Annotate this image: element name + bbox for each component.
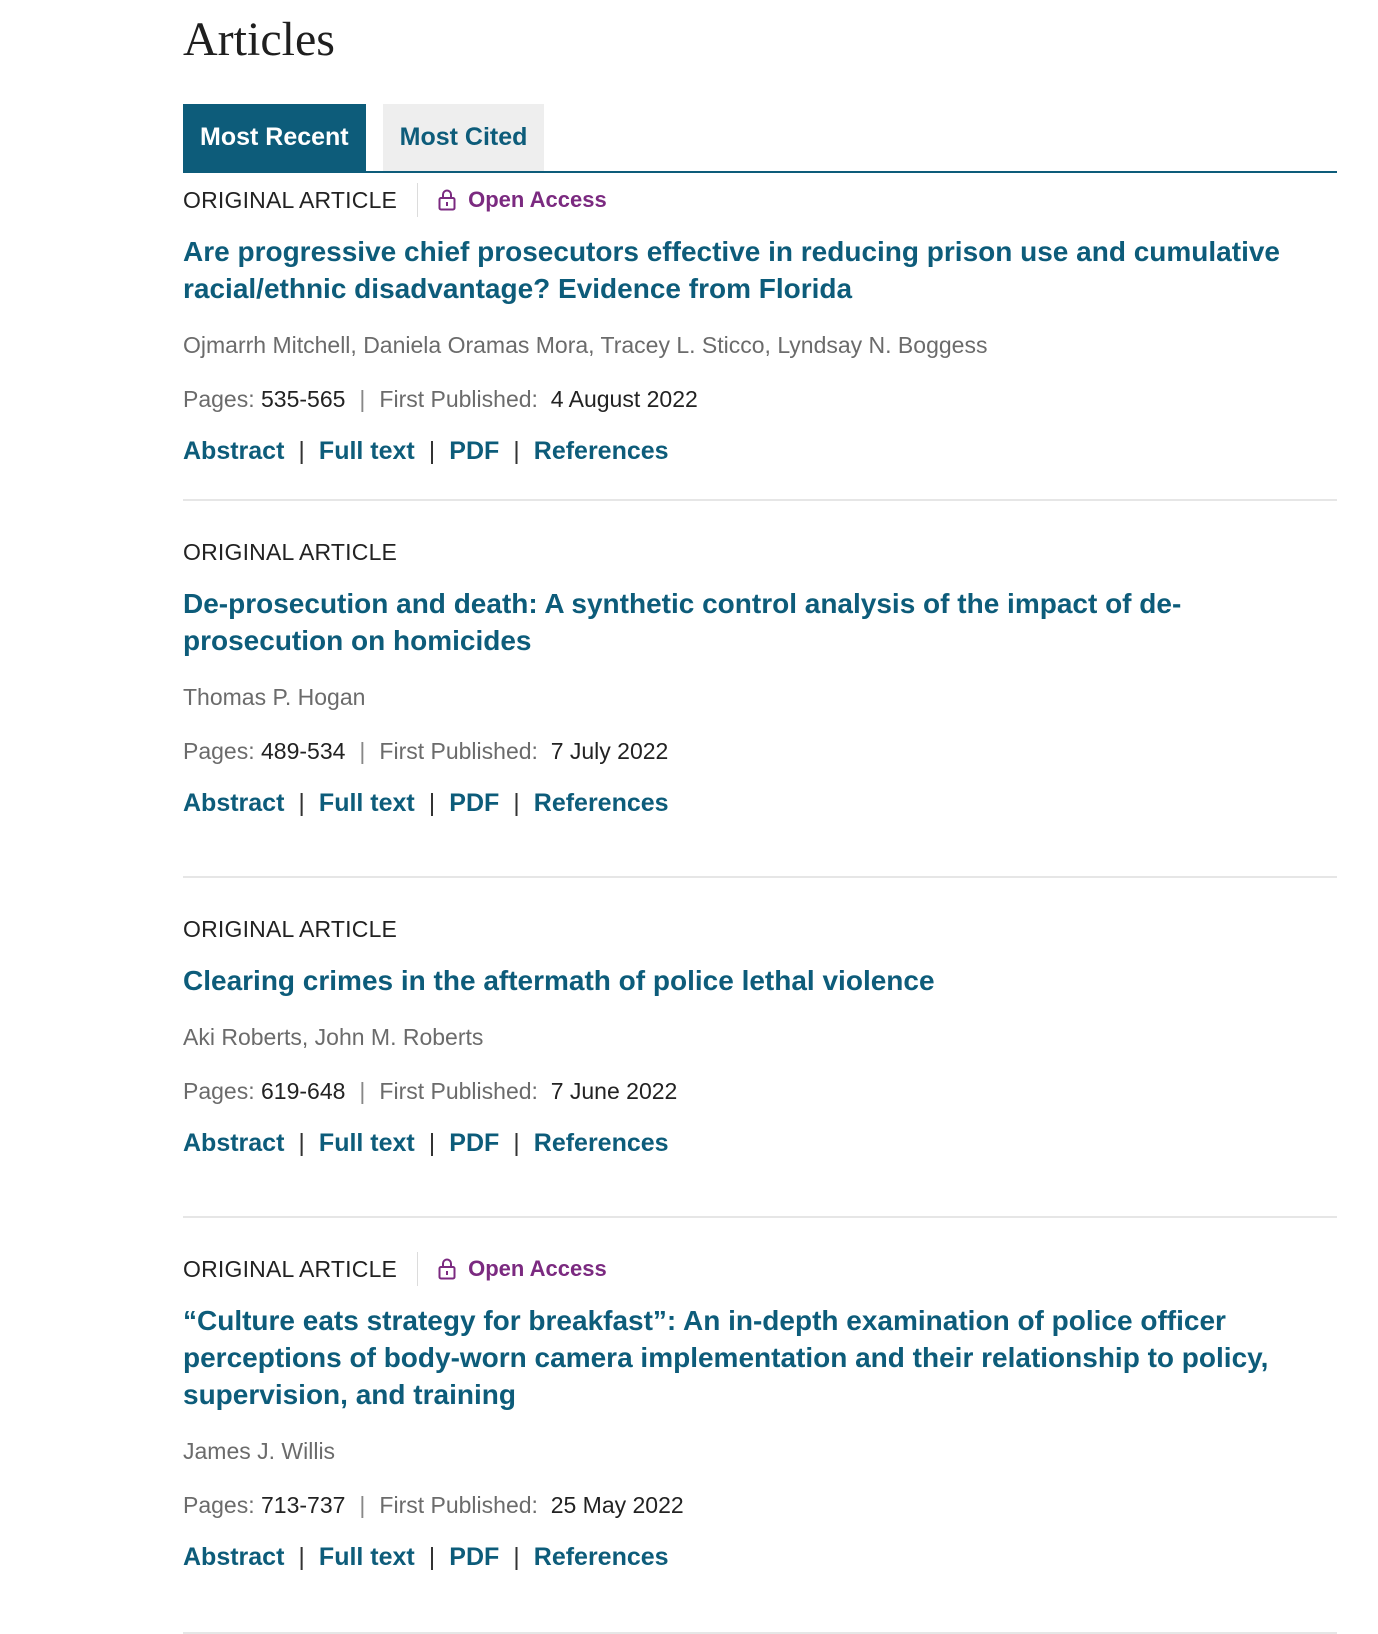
article-item (183, 904, 1337, 1218)
pages-label: Pages: (183, 738, 255, 764)
article-type: ORIGINAL ARTICLE (183, 186, 398, 213)
article-meta (183, 904, 1337, 954)
pages-label: Pages: (183, 386, 255, 412)
article-type: ORIGINAL ARTICLE (183, 1255, 398, 1282)
abstract-link[interactable]: Abstract (183, 437, 285, 465)
abstract-link[interactable]: Abstract (183, 1129, 285, 1157)
first-published-label: First Published: (379, 1492, 538, 1518)
references-link[interactable]: References (533, 437, 669, 465)
article-title[interactable]: “Culture eats strategy for breakfast”: An in-depth examination of police officer perceptions of body-worn camera implementation and their relationship to policy, supervision, and training (183, 1305, 1269, 1410)
article-authors: Ojmarrh Mitchell, Daniela Oramas Mora, Tracey L. Sticco, Lyndsay N. Boggess (183, 332, 988, 358)
divider (417, 183, 418, 217)
pages-label: Pages: (183, 1078, 255, 1104)
article-item (183, 527, 1337, 878)
tab-bar (183, 104, 1337, 173)
abstract-link[interactable]: Abstract (183, 1543, 285, 1571)
article-pubinfo: Pages: 535-565 | First Published: 4 August 2022 (183, 386, 698, 412)
article-meta (183, 1244, 1337, 1294)
published-date: 4 August 2022 (550, 386, 698, 412)
article-links: Abstract | Full text | PDF | References (183, 789, 669, 817)
first-published-label: First Published: (379, 738, 538, 764)
article-links: Abstract | Full text | PDF | References (183, 437, 669, 465)
open-access-badge (438, 1256, 607, 1282)
pdf-link[interactable]: PDF (449, 437, 500, 465)
article-pubinfo: Pages: 619-648 | First Published: 7 June 2022 (183, 1078, 678, 1104)
open-access-label: Open Access (468, 1256, 607, 1281)
tab-most-cited[interactable]: Most Cited (383, 104, 545, 171)
article-title[interactable]: De-prosecution and death: A synthetic control analysis of the impact of de-prosecution on homicides (183, 588, 1182, 656)
pages-value: 535-565 (261, 386, 346, 412)
article-item (183, 1244, 1337, 1634)
open-access-badge (438, 187, 607, 213)
article-type: ORIGINAL ARTICLE (183, 538, 398, 565)
full-text-link[interactable]: Full text (318, 1543, 415, 1571)
page-title: Articles (183, 13, 335, 66)
article-authors: Aki Roberts, John M. Roberts (183, 1024, 484, 1050)
references-link[interactable]: References (533, 1543, 669, 1571)
open-access-label: Open Access (468, 187, 607, 212)
full-text-link[interactable]: Full text (318, 789, 415, 817)
first-published-label: First Published: (379, 386, 538, 412)
pdf-link[interactable]: PDF (449, 1543, 500, 1571)
article-type: ORIGINAL ARTICLE (183, 915, 398, 942)
divider (417, 1252, 418, 1286)
tab-most-recent[interactable]: Most Recent (183, 104, 366, 171)
article-item (183, 175, 1337, 501)
pdf-link[interactable]: PDF (449, 1129, 500, 1157)
article-authors: James J. Willis (183, 1438, 336, 1464)
article-authors: Thomas P. Hogan (183, 684, 366, 710)
full-text-link[interactable]: Full text (318, 1129, 415, 1157)
article-meta (183, 175, 1337, 225)
lock-open-icon (438, 1258, 456, 1280)
article-pubinfo: Pages: 713-737 | First Published: 25 May 2022 (183, 1492, 684, 1518)
article-links: Abstract | Full text | PDF | References (183, 1129, 669, 1157)
first-published-label: First Published: (379, 1078, 538, 1104)
published-date: 25 May 2022 (550, 1492, 684, 1518)
lock-open-icon (438, 189, 456, 211)
article-links: Abstract | Full text | PDF | References (183, 1543, 669, 1571)
article-meta (183, 527, 1337, 577)
articles-panel (183, 0, 1337, 1634)
article-title[interactable]: Clearing crimes in the aftermath of police lethal violence (183, 965, 935, 996)
references-link[interactable]: References (533, 1129, 669, 1157)
abstract-link[interactable]: Abstract (183, 789, 285, 817)
pages-label: Pages: (183, 1492, 255, 1518)
published-date: 7 June 2022 (550, 1078, 678, 1104)
article-pubinfo: Pages: 489-534 | First Published: 7 July 2022 (183, 738, 669, 764)
pages-value: 713-737 (261, 1492, 346, 1518)
pdf-link[interactable]: PDF (449, 789, 500, 817)
pages-value: 619-648 (261, 1078, 346, 1104)
pages-value: 489-534 (261, 738, 346, 764)
full-text-link[interactable]: Full text (318, 437, 415, 465)
references-link[interactable]: References (533, 789, 669, 817)
published-date: 7 July 2022 (550, 738, 669, 764)
article-title[interactable]: Are progressive chief prosecutors effective in reducing prison use and cumulative racial/ethnic disadvantage? Evidence from Florida (183, 236, 1280, 304)
